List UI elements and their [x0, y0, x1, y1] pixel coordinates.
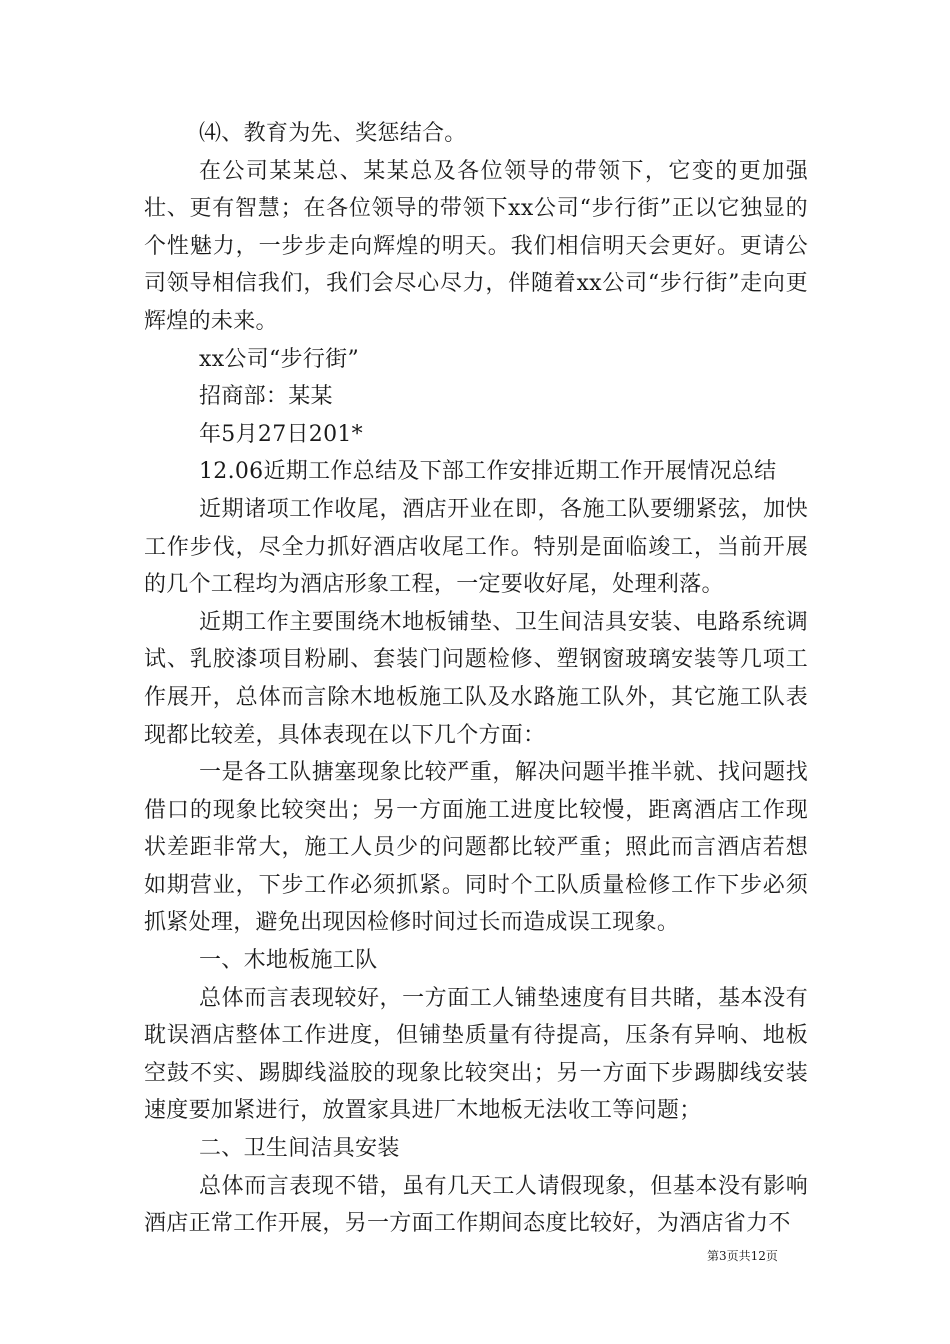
paragraph-bathroom: 总体而言表现不错，虽有几天工人请假现象，但基本没有影响酒店正常工作开展，另一方面工作期间态度比较好，为酒店省力不 — [144, 1173, 808, 1237]
paragraph-issues: 一是各工队搪塞现象比较严重，解决问题半推半就、找问题找借口的现象比较突出；另一方面施工进度比较慢，距离酒店工作现状差距非常大，施工人员少的问题都比较严重；照此而言酒店若想如期营业，下步工作必须抓紧。同时个工队质量检修工作下步必须抓紧处理，避免出现因检修时间过长而造成误工现象。 — [144, 760, 808, 936]
page-number: 第3页共12页 — [707, 1249, 778, 1263]
signature-date: 年5月27日201* — [199, 421, 363, 447]
paragraph-wood-floor: 总体而言表现较好，一方面工人铺垫速度有目共睹，基本没有耽误酒店整体工作进度，但铺垫质量有待提高，压条有异响、地板空鼓不实、踢脚线溢胶的现象比较突出；另一方面下步踢脚线安装速度要加紧进行，放置家具进厂木地板无法收工等问题； — [144, 985, 808, 1124]
section-title: 12.06近期工作总结及下部工作安排近期工作开展情况总结 — [199, 459, 777, 485]
paragraph-item-heading-4: ⑷、教育为先、奖惩结合。 — [199, 121, 467, 146]
document-body — [144, 115, 808, 1243]
heading-bathroom-fixtures: 二、卫生间洁具安装 — [199, 1136, 400, 1162]
signature-company: xx公司“步行街” — [199, 346, 360, 372]
signature-department: 招商部：某某 — [199, 384, 333, 410]
paragraph-intro: 近期诸项工作收尾，酒店开业在即，各施工队要绷紧弦，加快工作步伐，尽全力抓好酒店收尾工作。特别是面临竣工，当前开展的几个工程均为酒店形象工程，一定要收好尾，处理利落。 — [144, 496, 808, 598]
paragraph-closing: 在公司某某总、某某总及各位领导的带领下，它变的更加强壮、更有智慧；在各位领导的带领下xx公司“步行街”正以它独显的个性魅力，一步步走向辉煌的明天。我们相信明天会更好。更请公司领导相信我们，我们会尽心尽力，伴随着xx公司“步行街”走向更辉煌的未来。 — [144, 158, 808, 334]
heading-wood-floor-team: 一、木地板施工队 — [199, 948, 378, 974]
paragraph-overview: 近期工作主要围绕木地板铺垫、卫生间洁具安装、电路系统调试、乳胶漆项目粉刷、套装门问题检修、塑钢窗玻璃安装等几项工作展开，总体而言除木地板施工队及水路施工队外，其它施工队表现都比较差，具体表现在以下几个方面： — [144, 609, 808, 748]
